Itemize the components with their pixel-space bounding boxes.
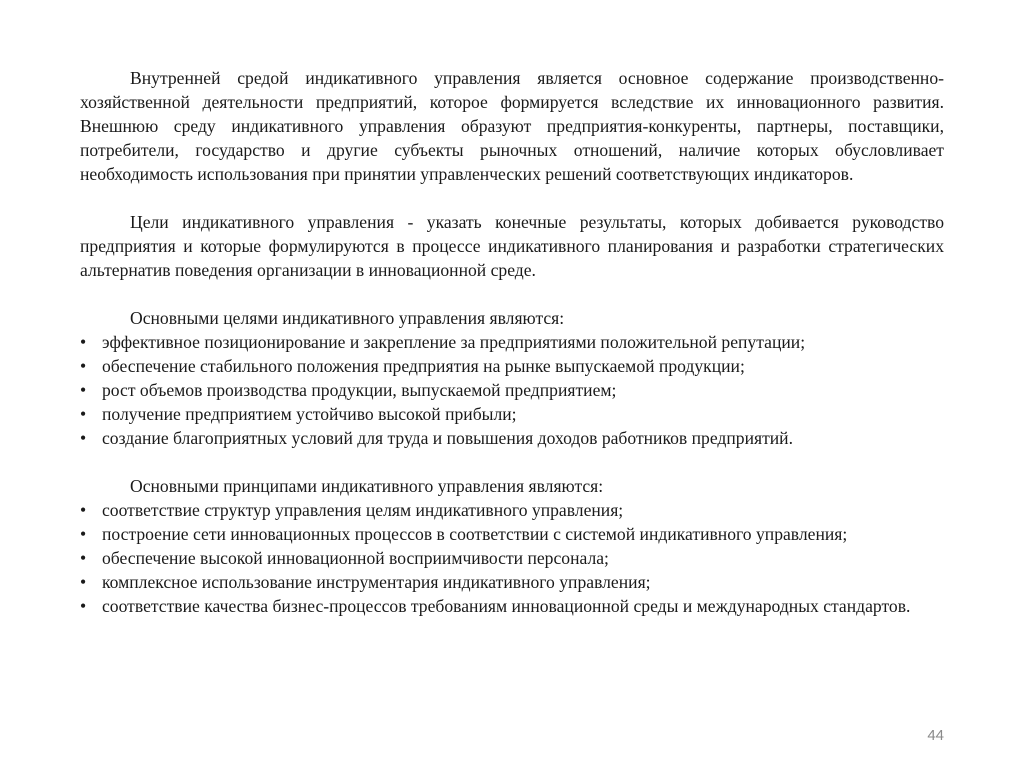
bullet-icon: • (80, 428, 87, 448)
bullet-icon: • (80, 380, 87, 400)
paragraph-goals-definition: Цели индикативного управления - указать конечные результаты, которых добивается руководство предприятия и которые формулируются в процессе индикативного планирования и разработки стратегических альтернатив поведения организации в инновационной среде. (80, 212, 944, 280)
bullet-icon: • (80, 596, 87, 616)
spacer (80, 450, 944, 474)
bullet-icon: • (80, 500, 87, 520)
list-item: • обеспечение стабильного положения предприятия на рынке выпускаемой продукции; (80, 356, 745, 376)
list-item: • получение предприятием устойчиво высокой прибыли; (80, 404, 517, 424)
list-item: • обеспечение высокой инновационной восприимчивости персонала; (80, 548, 609, 568)
document-page (80, 66, 944, 618)
list-item: • соответствие структур управления целям индикативного управления; (80, 500, 624, 520)
goals-intro: Основными целями индикативного управления являются: (130, 308, 565, 328)
list-item: • соответствие качества бизнес-процессов требованиям инновационной среды и международных стандартов. (80, 596, 911, 616)
bullet-icon: • (80, 332, 87, 352)
bullet-icon: • (80, 404, 87, 424)
principles-intro: Основными принципами индикативного управления являются: (130, 476, 604, 496)
list-item: • эффективное позиционирование и закрепление за предприятиями положительной репутации; (80, 332, 806, 352)
goals-list (80, 330, 944, 450)
principles-list (80, 498, 944, 618)
bullet-icon: • (80, 572, 87, 592)
spacer (80, 186, 944, 210)
bullet-icon: • (80, 548, 87, 568)
paragraph-internal-environment: Внутренней средой индикативного управления является основное содержание производственно-хозяйственной деятельности предприятий, которое формируется вследствие их инновационного развития. Внешнюю среду индикативного управления образуют предприятия-конкуренты, партнеры, поставщики, потребители, государство и другие субъекты рыночных отношений, наличие которых обусловливает необходимость использования при принятии управленческих решений соответствующих индикаторов. (80, 68, 944, 184)
bullet-icon: • (80, 356, 87, 376)
list-item: • создание благоприятных условий для труда и повышения доходов работников предприятий. (80, 428, 793, 448)
bullet-icon: • (80, 524, 87, 544)
list-item: • построение сети инновационных процессов в соответствии с системой индикативного управления; (80, 524, 848, 544)
page-number: 44 (927, 727, 944, 744)
spacer (80, 282, 944, 306)
list-item: • комплексное использование инструментария индикативного управления; (80, 572, 651, 592)
list-item: • рост объемов производства продукции, выпускаемой предприятием; (80, 380, 617, 400)
